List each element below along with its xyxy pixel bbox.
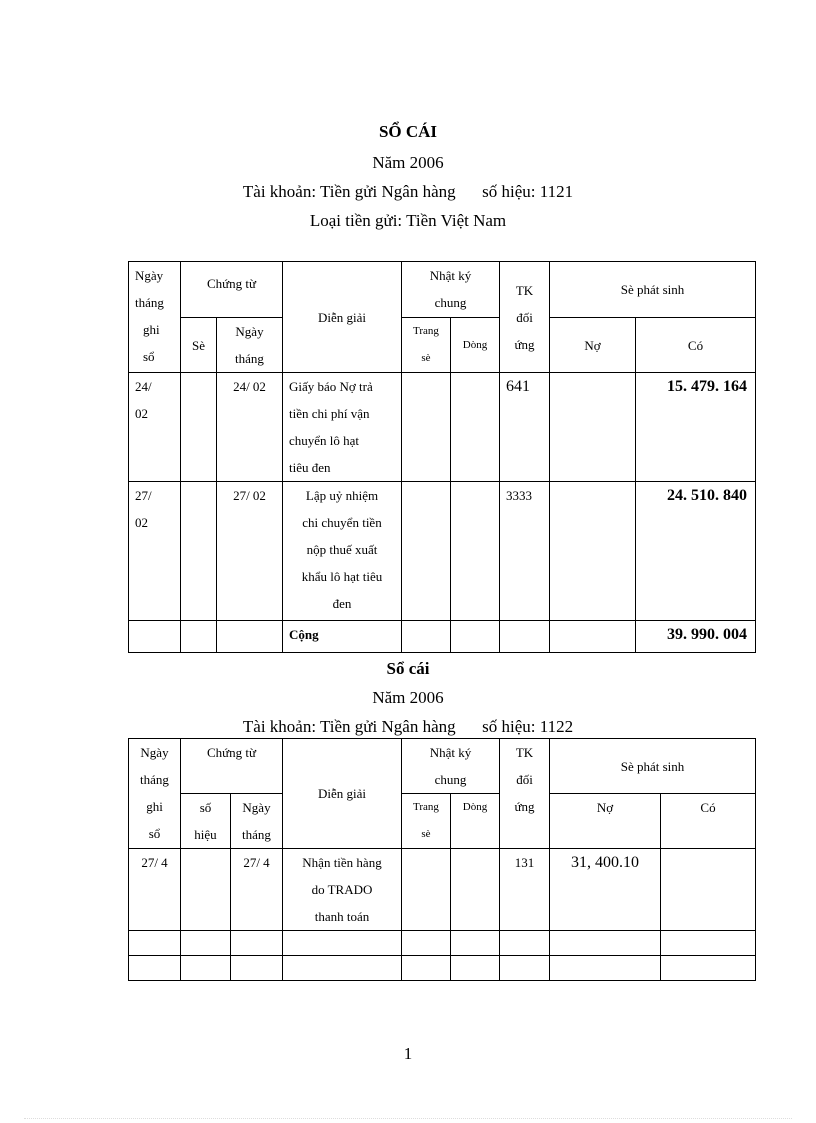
total-row	[129, 621, 756, 653]
page-edge-divider	[24, 1118, 792, 1119]
header-amount: Sè phát sinh	[550, 262, 756, 318]
header-credit: Có	[661, 794, 756, 849]
page-number: 1	[403, 1044, 413, 1063]
header-voucher-no: Sè	[181, 318, 217, 373]
row-date: 27/ 02	[129, 482, 181, 621]
row-contra: 3333	[500, 482, 550, 621]
row-voucher-date: 24/ 02	[217, 373, 283, 482]
ledger2-title: Sổ cái	[386, 659, 430, 678]
table-row	[129, 931, 756, 956]
row-voucher-date: 27/ 02	[217, 482, 283, 621]
header-date: Ngày tháng ghi sổ	[129, 739, 181, 849]
header-date: Ngày tháng ghi sổ	[129, 262, 181, 373]
header-voucher-date: Ngày tháng	[231, 794, 283, 849]
row-debit	[550, 373, 636, 482]
ledger1-table	[128, 261, 756, 653]
ledger2-year: Năm 2006	[372, 688, 444, 707]
table-row	[129, 482, 756, 621]
header-debit: Nợ	[550, 318, 636, 373]
ledger1-account-number: số hiệu: 1121	[482, 182, 574, 201]
row-description: Giấy báo Nợ trả tiền chi phí vận chuyển lô hạt tiêu đen	[283, 373, 402, 482]
row-voucher-no	[181, 482, 217, 621]
ledger2-account-name: Tài khoản: Tiền gửi Ngân hàng	[242, 717, 456, 736]
header-voucher-no: số hiệu	[181, 794, 231, 849]
ledger1-year: Năm 2006	[372, 153, 444, 172]
ledger2-account	[0, 717, 816, 737]
header-debit: Nợ	[550, 794, 661, 849]
header-description: Diễn giải	[283, 739, 402, 849]
header-contra-account: TK đối ứng	[500, 739, 550, 849]
ledger1-account-name: Tài khoản: Tiền gửi Ngân hàng	[242, 182, 456, 201]
row-voucher-no	[181, 849, 231, 931]
row-credit: 24. 510. 840	[636, 482, 756, 621]
row-date: 27/ 4	[129, 849, 181, 931]
header-credit: Có	[636, 318, 756, 373]
row-page	[402, 849, 451, 931]
total-credit: 39. 990. 004	[636, 621, 756, 653]
row-contra: 641	[500, 373, 550, 482]
header-page: Trang sè	[402, 794, 451, 849]
header-voucher: Chứng từ	[181, 739, 283, 794]
header-amount: Sè phát sinh	[550, 739, 756, 794]
row-contra: 131	[500, 849, 550, 931]
row-line	[451, 849, 500, 931]
row-line	[451, 373, 500, 482]
header-line: Dòng	[451, 318, 500, 373]
row-date: 24/ 02	[129, 373, 181, 482]
ledger1-account	[0, 182, 816, 202]
row-voucher-date: 27/ 4	[231, 849, 283, 931]
row-voucher-no	[181, 373, 217, 482]
header-voucher: Chứng từ	[181, 262, 283, 318]
table-row	[129, 373, 756, 482]
header-page: Trang sè	[402, 318, 451, 373]
row-page	[402, 482, 451, 621]
row-line	[451, 482, 500, 621]
row-debit	[550, 482, 636, 621]
row-page	[402, 373, 451, 482]
header-journal: Nhật ký chung	[402, 262, 500, 318]
header-description: Diễn giải	[283, 262, 402, 373]
header-line: Dòng	[451, 794, 500, 849]
ledger1-title: SỔ CÁI	[378, 122, 438, 141]
row-credit	[661, 849, 756, 931]
row-debit: 31, 400.10	[550, 849, 661, 931]
header-voucher-date: Ngày tháng	[217, 318, 283, 373]
ledger2-table	[128, 738, 756, 981]
table-row	[129, 956, 756, 981]
row-description: Lập uỷ nhiệm chi chuyển tiền nộp thuế xuất khẩu lô hạt tiêu đen	[283, 482, 402, 621]
header-contra-account: TK đối ứng	[500, 262, 550, 373]
ledger2-account-number: số hiệu: 1122	[482, 717, 574, 736]
header-journal: Nhật ký chung	[402, 739, 500, 794]
table-row	[129, 849, 756, 931]
total-label: Cộng	[283, 621, 402, 653]
row-credit: 15. 479. 164	[636, 373, 756, 482]
row-description: Nhận tiền hàng do TRADO thanh toán	[283, 849, 402, 931]
ledger1-currency: Loại tiền gửi: Tiền Việt Nam	[309, 211, 507, 230]
